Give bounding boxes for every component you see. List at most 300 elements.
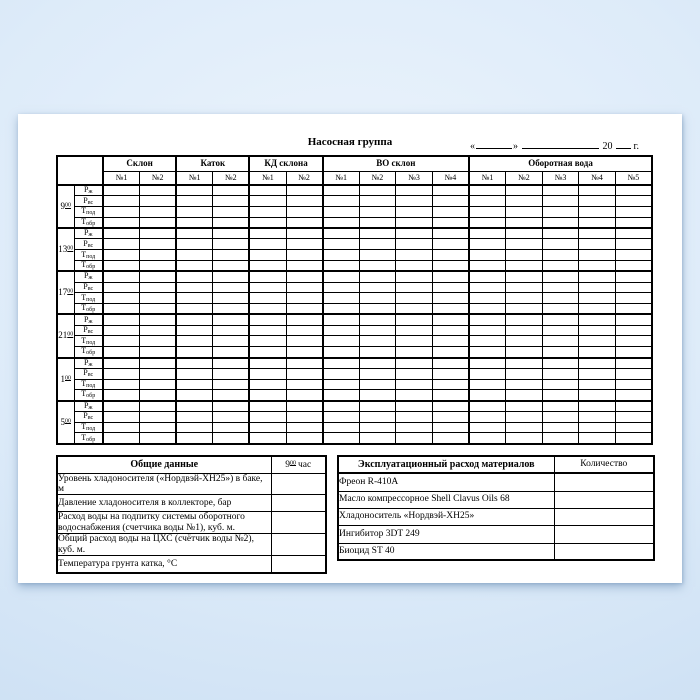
data-cell xyxy=(579,185,616,196)
data-cell xyxy=(323,368,360,379)
parameter-subscript: ж xyxy=(88,318,93,325)
pump-number-header: №1 xyxy=(176,171,213,185)
data-cell xyxy=(615,379,652,390)
data-cell xyxy=(359,239,396,250)
data-cell xyxy=(213,401,250,412)
parameter-label xyxy=(74,379,103,390)
log-row xyxy=(57,250,652,261)
parameter-subscript: обр xyxy=(86,220,96,227)
data-cell xyxy=(615,196,652,207)
general-row-label: Давление хладоносителя в коллекторе, бар xyxy=(57,495,271,512)
parameter-label xyxy=(74,422,103,433)
data-cell xyxy=(140,239,177,250)
data-cell xyxy=(396,304,433,315)
data-cell xyxy=(615,336,652,347)
data-cell xyxy=(286,250,323,261)
data-cell xyxy=(286,411,323,422)
data-cell xyxy=(140,271,177,282)
data-cell xyxy=(469,250,506,261)
data-cell xyxy=(323,314,360,325)
data-cell xyxy=(432,336,469,347)
parameter-base: Т xyxy=(81,389,87,399)
data-cell xyxy=(542,411,579,422)
general-row xyxy=(57,495,326,512)
data-cell xyxy=(103,228,140,239)
parameter-subscript: под xyxy=(86,426,96,433)
data-cell xyxy=(469,422,506,433)
data-cell xyxy=(103,185,140,196)
data-cell xyxy=(176,239,213,250)
data-cell xyxy=(542,260,579,271)
data-cell xyxy=(140,228,177,239)
data-cell xyxy=(432,304,469,315)
data-cell xyxy=(286,293,323,304)
data-cell xyxy=(140,282,177,293)
parameter-base: Р xyxy=(83,411,88,421)
parameter-subscript: ж xyxy=(88,361,93,368)
data-cell xyxy=(506,347,543,358)
group-header: ВО склон xyxy=(323,156,469,171)
data-cell xyxy=(359,196,396,207)
data-cell xyxy=(140,401,177,412)
data-cell xyxy=(542,336,579,347)
date-century: 20 xyxy=(602,141,613,152)
data-cell xyxy=(213,185,250,196)
data-cell xyxy=(359,390,396,401)
data-cell xyxy=(615,325,652,336)
data-cell xyxy=(103,379,140,390)
data-cell xyxy=(542,433,579,444)
log-row xyxy=(57,217,652,228)
data-cell xyxy=(103,239,140,250)
general-value-cell xyxy=(271,495,326,512)
quantity-value-cell xyxy=(554,508,654,525)
data-cell xyxy=(323,401,360,412)
data-cell xyxy=(469,207,506,218)
pump-number-header: №3 xyxy=(396,171,433,185)
data-cell xyxy=(140,293,177,304)
data-cell xyxy=(359,325,396,336)
date-open-quote: « xyxy=(470,141,476,152)
data-cell xyxy=(213,379,250,390)
time-minutes: 00 xyxy=(65,375,71,382)
data-cell xyxy=(213,411,250,422)
data-cell xyxy=(396,390,433,401)
pump-number-header: №1 xyxy=(103,171,140,185)
general-value-cell xyxy=(271,473,326,495)
data-cell xyxy=(432,217,469,228)
data-cell xyxy=(176,422,213,433)
parameter-label xyxy=(74,217,103,228)
data-cell xyxy=(213,422,250,433)
parameter-subscript: под xyxy=(86,210,96,217)
parameter-base: Т xyxy=(81,292,87,302)
data-cell xyxy=(103,250,140,261)
data-cell xyxy=(176,390,213,401)
data-cell xyxy=(469,368,506,379)
data-cell xyxy=(286,314,323,325)
data-cell xyxy=(249,368,286,379)
parameter-subscript: вс xyxy=(87,329,94,336)
parameter-base: Т xyxy=(81,206,87,216)
data-cell xyxy=(323,207,360,218)
data-cell xyxy=(249,228,286,239)
data-cell xyxy=(249,271,286,282)
data-cell xyxy=(359,250,396,261)
data-cell xyxy=(249,358,286,369)
data-cell xyxy=(286,358,323,369)
data-cell xyxy=(396,368,433,379)
data-cell xyxy=(140,196,177,207)
data-cell xyxy=(286,304,323,315)
data-cell xyxy=(432,379,469,390)
data-cell xyxy=(469,390,506,401)
data-cell xyxy=(323,260,360,271)
time-hour: 9 xyxy=(60,201,65,212)
materials-table-title: Эксплуатационный расход материалов xyxy=(338,456,554,473)
log-row xyxy=(57,185,652,196)
material-row-label: Масло компрессорное Shell Clavus Oils 68 xyxy=(338,491,554,508)
data-cell xyxy=(249,347,286,358)
data-cell xyxy=(103,390,140,401)
parameter-base: Р xyxy=(83,357,89,367)
parameter-label xyxy=(74,401,103,412)
data-cell xyxy=(176,411,213,422)
parameter-subscript: обр xyxy=(86,350,96,357)
data-cell xyxy=(615,217,652,228)
data-cell xyxy=(542,422,579,433)
data-cell xyxy=(140,207,177,218)
data-cell xyxy=(286,217,323,228)
log-row xyxy=(57,390,652,401)
data-cell xyxy=(213,207,250,218)
data-cell xyxy=(249,390,286,401)
data-cell xyxy=(542,282,579,293)
data-cell xyxy=(286,325,323,336)
material-row xyxy=(338,473,654,491)
data-cell xyxy=(396,411,433,422)
data-cell xyxy=(176,207,213,218)
data-cell xyxy=(359,314,396,325)
data-cell xyxy=(579,260,616,271)
data-cell xyxy=(359,347,396,358)
pump-number-header: №2 xyxy=(213,171,250,185)
data-cell xyxy=(176,185,213,196)
data-cell xyxy=(469,185,506,196)
data-cell xyxy=(542,207,579,218)
time-label xyxy=(57,358,74,401)
log-row xyxy=(57,282,652,293)
log-row xyxy=(57,260,652,271)
data-cell xyxy=(213,347,250,358)
data-cell xyxy=(506,239,543,250)
quantity-value-cell xyxy=(554,543,654,560)
data-cell xyxy=(542,228,579,239)
pump-log-table xyxy=(56,155,653,445)
data-cell xyxy=(469,433,506,444)
data-cell xyxy=(213,228,250,239)
data-cell xyxy=(396,239,433,250)
data-cell xyxy=(323,411,360,422)
data-cell xyxy=(359,422,396,433)
log-row xyxy=(57,379,652,390)
data-cell xyxy=(469,347,506,358)
data-cell xyxy=(579,347,616,358)
data-cell xyxy=(396,250,433,261)
data-cell xyxy=(286,196,323,207)
data-cell xyxy=(323,347,360,358)
data-cell xyxy=(176,379,213,390)
general-row-label: Уровень хладоносителя («Нордвэй-ХН25») в баке, м xyxy=(57,473,271,495)
log-row xyxy=(57,358,652,369)
data-cell xyxy=(506,401,543,412)
data-cell xyxy=(249,282,286,293)
data-cell xyxy=(579,217,616,228)
data-cell xyxy=(359,282,396,293)
parameter-label xyxy=(74,390,103,401)
log-row xyxy=(57,314,652,325)
data-cell xyxy=(286,379,323,390)
data-cell xyxy=(396,185,433,196)
data-cell xyxy=(432,207,469,218)
data-cell xyxy=(249,336,286,347)
data-cell xyxy=(249,304,286,315)
data-cell xyxy=(323,293,360,304)
data-cell xyxy=(176,347,213,358)
parameter-subscript: ж xyxy=(88,232,93,239)
parameter-base: Т xyxy=(81,346,87,356)
data-cell xyxy=(432,358,469,369)
data-cell xyxy=(249,196,286,207)
data-cell xyxy=(359,401,396,412)
data-cell xyxy=(176,314,213,325)
log-row xyxy=(57,271,652,282)
data-cell xyxy=(579,358,616,369)
data-cell xyxy=(469,293,506,304)
parameter-label xyxy=(74,239,103,250)
data-cell xyxy=(615,271,652,282)
general-table-title: Общие данные xyxy=(57,456,271,473)
parameter-base: Т xyxy=(81,432,87,442)
data-cell xyxy=(579,314,616,325)
pump-number-header: №5 xyxy=(615,171,652,185)
data-cell xyxy=(542,379,579,390)
material-row xyxy=(338,491,654,508)
data-cell xyxy=(615,314,652,325)
data-cell xyxy=(359,304,396,315)
pump-number-header: №1 xyxy=(249,171,286,185)
data-cell xyxy=(542,390,579,401)
data-cell xyxy=(542,239,579,250)
data-cell xyxy=(396,196,433,207)
data-cell xyxy=(323,325,360,336)
parameter-label xyxy=(74,185,103,196)
data-cell xyxy=(396,260,433,271)
data-cell xyxy=(176,196,213,207)
data-cell xyxy=(506,250,543,261)
log-row xyxy=(57,228,652,239)
data-cell xyxy=(213,217,250,228)
parameter-label xyxy=(74,336,103,347)
data-cell xyxy=(359,260,396,271)
date-day-blank xyxy=(476,139,512,149)
data-cell xyxy=(323,217,360,228)
data-cell xyxy=(542,196,579,207)
data-cell xyxy=(432,368,469,379)
data-cell xyxy=(213,325,250,336)
data-cell xyxy=(469,239,506,250)
data-cell xyxy=(359,271,396,282)
data-cell xyxy=(579,293,616,304)
data-cell xyxy=(432,347,469,358)
data-cell xyxy=(542,304,579,315)
log-row xyxy=(57,411,652,422)
general-value-cell xyxy=(271,534,326,556)
time-minutes: 00 xyxy=(67,245,74,252)
data-cell xyxy=(506,433,543,444)
data-cell xyxy=(469,217,506,228)
data-cell xyxy=(359,336,396,347)
data-cell xyxy=(176,250,213,261)
data-cell xyxy=(323,271,360,282)
group-header: Склон xyxy=(103,156,176,171)
data-cell xyxy=(579,390,616,401)
data-cell xyxy=(213,282,250,293)
parameter-subscript: ж xyxy=(88,189,93,196)
quantity-value-cell xyxy=(554,491,654,508)
data-cell xyxy=(249,217,286,228)
data-cell xyxy=(140,422,177,433)
general-row xyxy=(57,556,326,573)
parameter-base: Р xyxy=(83,314,89,324)
pump-number-header: №2 xyxy=(140,171,177,185)
data-cell xyxy=(323,390,360,401)
data-cell xyxy=(542,185,579,196)
data-cell xyxy=(542,325,579,336)
data-cell xyxy=(359,379,396,390)
time-label xyxy=(57,401,74,444)
log-row xyxy=(57,239,652,250)
data-cell xyxy=(176,282,213,293)
data-cell xyxy=(249,185,286,196)
data-cell xyxy=(176,358,213,369)
data-cell xyxy=(323,185,360,196)
data-cell xyxy=(286,282,323,293)
time-label xyxy=(57,314,74,357)
data-cell xyxy=(469,260,506,271)
log-row xyxy=(57,368,652,379)
data-cell xyxy=(103,260,140,271)
data-cell xyxy=(286,228,323,239)
data-cell xyxy=(506,185,543,196)
data-cell xyxy=(432,196,469,207)
data-cell xyxy=(249,422,286,433)
data-cell xyxy=(615,390,652,401)
data-cell xyxy=(579,250,616,261)
data-cell xyxy=(359,293,396,304)
data-cell xyxy=(469,271,506,282)
pump-number-header: №2 xyxy=(506,171,543,185)
data-cell xyxy=(323,379,360,390)
data-cell xyxy=(506,390,543,401)
general-value-cell xyxy=(271,556,326,573)
data-cell xyxy=(396,282,433,293)
data-cell xyxy=(359,368,396,379)
materials-table xyxy=(337,455,655,561)
data-cell xyxy=(432,411,469,422)
parameter-label xyxy=(74,314,103,325)
data-cell xyxy=(432,239,469,250)
data-cell xyxy=(176,325,213,336)
log-row xyxy=(57,196,652,207)
data-cell xyxy=(103,433,140,444)
group-header: Каток xyxy=(176,156,249,171)
data-cell xyxy=(579,196,616,207)
data-cell xyxy=(176,293,213,304)
data-cell xyxy=(176,228,213,239)
pump-number-header: №1 xyxy=(469,171,506,185)
data-cell xyxy=(140,358,177,369)
parameter-subscript: вс xyxy=(87,285,94,292)
data-cell xyxy=(176,433,213,444)
log-row xyxy=(57,207,652,218)
data-cell xyxy=(213,304,250,315)
parameter-label xyxy=(74,304,103,315)
general-row xyxy=(57,534,326,556)
data-cell xyxy=(542,368,579,379)
data-cell xyxy=(615,207,652,218)
parameter-base: Т xyxy=(81,260,87,270)
data-cell xyxy=(359,217,396,228)
data-cell xyxy=(615,260,652,271)
parameter-base: Т xyxy=(81,335,87,345)
data-cell xyxy=(249,314,286,325)
pump-number-header: №4 xyxy=(432,171,469,185)
pump-number-header: №2 xyxy=(286,171,323,185)
data-cell xyxy=(396,401,433,412)
data-cell xyxy=(579,401,616,412)
data-cell xyxy=(432,260,469,271)
data-cell xyxy=(213,390,250,401)
data-cell xyxy=(506,196,543,207)
data-cell xyxy=(140,304,177,315)
parameter-subscript: ж xyxy=(88,275,93,282)
parameter-base: Р xyxy=(83,228,89,238)
data-cell xyxy=(396,347,433,358)
data-cell xyxy=(103,314,140,325)
data-cell xyxy=(249,433,286,444)
pump-number-header: №4 xyxy=(579,171,616,185)
data-cell xyxy=(396,336,433,347)
data-cell xyxy=(506,282,543,293)
data-cell xyxy=(140,217,177,228)
data-cell xyxy=(323,239,360,250)
parameter-label xyxy=(74,250,103,261)
data-cell xyxy=(103,196,140,207)
data-cell xyxy=(615,422,652,433)
data-cell xyxy=(140,368,177,379)
group-header: КД склона xyxy=(249,156,322,171)
parameter-base: Т xyxy=(81,379,87,388)
parameter-base: Т xyxy=(81,303,87,313)
data-cell xyxy=(615,282,652,293)
data-cell xyxy=(615,250,652,261)
data-cell xyxy=(103,293,140,304)
parameter-base: Р xyxy=(83,368,88,378)
data-cell xyxy=(249,293,286,304)
data-cell xyxy=(286,207,323,218)
data-cell xyxy=(432,390,469,401)
